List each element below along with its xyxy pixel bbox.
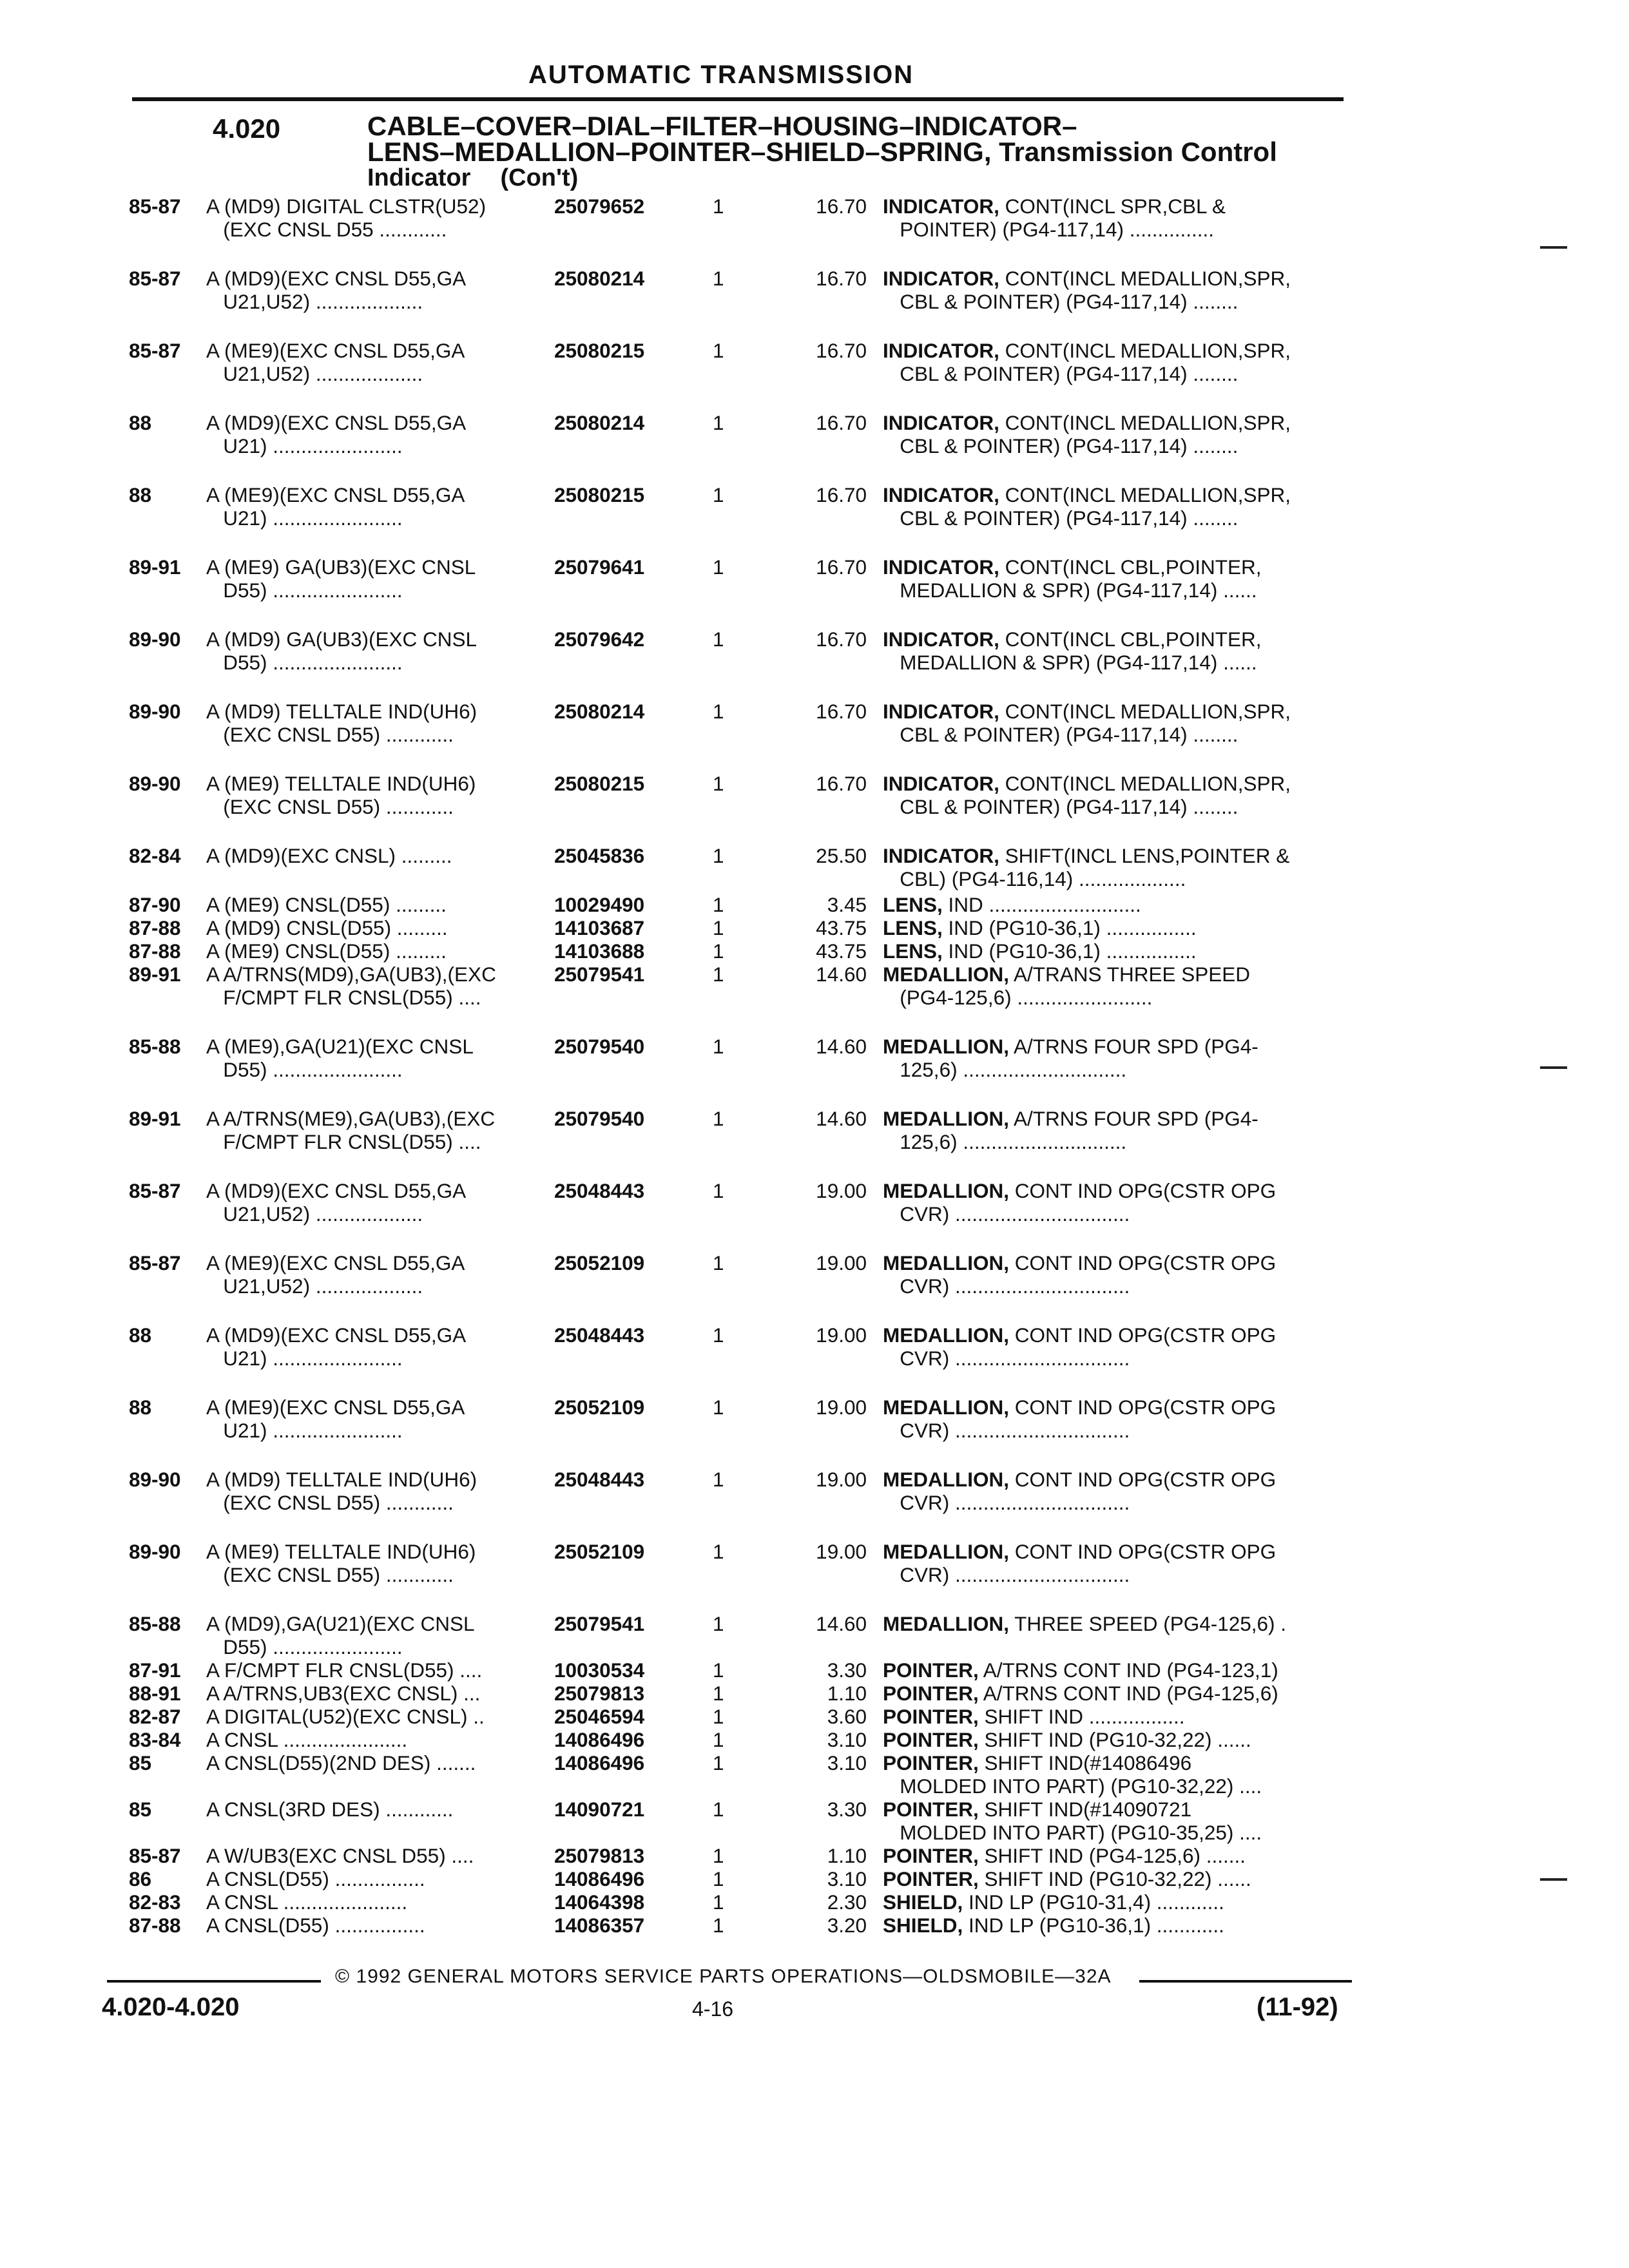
usage-description: A (ME9) CNSL(D55) .........: [206, 939, 447, 963]
part-name-detail: A/TRNS FOUR SPD (PG4- 125,6) .............................: [900, 1107, 1258, 1153]
model-years: 85-88: [129, 1035, 181, 1058]
quantity: 1: [713, 1396, 724, 1419]
quantity: 1: [713, 1658, 724, 1682]
quantity: 1: [713, 411, 724, 434]
model-years: 89-90: [129, 1540, 181, 1563]
part-name-noun: LENS,: [883, 893, 943, 916]
price: 43.75: [816, 916, 867, 939]
part-name-noun: INDICATOR,: [883, 267, 999, 290]
part-name-noun: POINTER,: [883, 1728, 979, 1751]
model-years: 88: [129, 483, 152, 506]
usage-description: A CNSL ......................: [206, 1890, 408, 1914]
part-name-detail: CONT(INCL SPR,CBL & POINTER) (PG4-117,14) ...............: [900, 195, 1226, 241]
price: 3.45: [827, 893, 867, 916]
part-number: 25048443: [554, 1323, 645, 1347]
part-name-detail: SHIFT IND .................: [978, 1705, 1185, 1728]
quantity: 1: [713, 339, 724, 362]
part-number: 25079642: [554, 628, 645, 651]
part-number: 25048443: [554, 1179, 645, 1202]
part-name: [883, 1751, 1347, 1798]
part-number: 25080214: [554, 700, 645, 723]
part-name-noun: LENS,: [883, 939, 943, 963]
part-name-noun: INDICATOR,: [883, 555, 999, 579]
part-name-noun: MEDALLION,: [883, 1468, 1009, 1491]
part-name-detail: CONT(INCL MEDALLION,SPR, CBL & POINTER) (PG4-117,14) ........: [900, 483, 1291, 530]
footer-section-range: 4.020-4.020: [102, 1993, 240, 2021]
footer-rule-right: [1139, 1980, 1352, 1983]
footer-date: (11-92): [1257, 1993, 1338, 2021]
part-name-noun: MEDALLION,: [883, 963, 1009, 986]
part-number: 25079813: [554, 1682, 645, 1705]
part-number: 14086357: [554, 1914, 645, 1937]
part-name: [883, 1682, 1347, 1705]
model-years: 85-87: [129, 1179, 181, 1202]
part-name: [883, 411, 1347, 457]
part-number: 25079540: [554, 1035, 645, 1058]
part-name: [883, 555, 1347, 602]
part-name: [883, 939, 1347, 963]
price: 16.70: [816, 628, 867, 651]
usage-description: A (MD9)(EXC CNSL D55,GA U21) .......................: [206, 411, 467, 457]
usage-description: A (MD9)(EXC CNSL) .........: [206, 844, 452, 867]
price: 16.70: [816, 700, 867, 723]
model-years: 85-87: [129, 339, 181, 362]
part-name-noun: INDICATOR,: [883, 483, 999, 506]
footer-page-number: 4-16: [692, 1997, 734, 2021]
quantity: 1: [713, 1468, 724, 1491]
price: 19.00: [816, 1468, 867, 1491]
part-name-noun: POINTER,: [883, 1867, 979, 1890]
quantity: 1: [713, 893, 724, 916]
quantity: 1: [713, 1890, 724, 1914]
part-name-noun: MEDALLION,: [883, 1323, 1009, 1347]
model-years: 85-87: [129, 267, 181, 290]
model-years: 88: [129, 1323, 152, 1347]
part-name: [883, 1251, 1347, 1298]
quantity: 1: [713, 1035, 724, 1058]
part-name-detail: CONT IND OPG(CSTR OPG CVR) ...............................: [900, 1323, 1277, 1370]
quantity: 1: [713, 1251, 724, 1274]
footer-rule-left: [107, 1980, 321, 1983]
part-name: [883, 916, 1347, 939]
part-number: 10029490: [554, 893, 645, 916]
model-years: 87-90: [129, 893, 181, 916]
part-number: 14090721: [554, 1798, 645, 1821]
part-name: [883, 1728, 1347, 1751]
quantity: 1: [713, 939, 724, 963]
model-years: 85: [129, 1798, 152, 1821]
model-years: 82-87: [129, 1705, 181, 1728]
usage-description: A A/TRNS(ME9),GA(UB3),(EXC F/CMPT FLR CNSL(D55) ....: [206, 1107, 496, 1153]
part-name: [883, 1890, 1347, 1914]
part-name-detail: CONT(INCL MEDALLION,SPR, CBL & POINTER) (PG4-117,14) ........: [900, 339, 1291, 385]
part-name-noun: INDICATOR,: [883, 195, 999, 218]
part-number: 25080215: [554, 339, 645, 362]
part-name: [883, 483, 1347, 530]
price: 43.75: [816, 939, 867, 963]
part-name-noun: INDICATOR,: [883, 411, 999, 434]
model-years: 87-88: [129, 939, 181, 963]
model-years: 82-84: [129, 844, 181, 867]
price: 14.60: [816, 963, 867, 986]
quantity: 1: [713, 1751, 724, 1774]
part-name: [883, 628, 1347, 674]
part-name-detail: IND LP (PG10-36,1) ............: [963, 1914, 1224, 1937]
usage-description: A (MD9)(EXC CNSL D55,GA U21,U52) ...................: [206, 267, 467, 313]
part-name-noun: MEDALLION,: [883, 1107, 1009, 1130]
part-name-noun: POINTER,: [883, 1705, 979, 1728]
model-years: 88: [129, 1396, 152, 1419]
part-name-detail: A/TRANS THREE SPEED (PG4-125,6) ........................: [900, 963, 1251, 1009]
model-years: 87-88: [129, 1914, 181, 1937]
part-number: 25080214: [554, 267, 645, 290]
quantity: 1: [713, 483, 724, 506]
usage-description: A (MD9) TELLTALE IND(UH6) (EXC CNSL D55) ............: [206, 1468, 477, 1514]
usage-description: A CNSL(3RD DES) ............: [206, 1798, 454, 1821]
part-name: [883, 844, 1347, 890]
part-name-noun: INDICATOR,: [883, 628, 999, 651]
usage-description: A (MD9) GA(UB3)(EXC CNSL D55) .......................: [206, 628, 477, 674]
part-name-detail: IND LP (PG10-31,4) ............: [963, 1890, 1224, 1914]
model-years: 89-90: [129, 628, 181, 651]
usage-description: A (ME9) TELLTALE IND(UH6) (EXC CNSL D55) ............: [206, 772, 476, 818]
part-name: [883, 267, 1347, 313]
part-number: 25079541: [554, 1612, 645, 1635]
usage-description: A A/TRNS(MD9),GA(UB3),(EXC F/CMPT FLR CNSL(D55) ....: [206, 963, 496, 1009]
quantity: 1: [713, 1914, 724, 1937]
price: 25.50: [816, 844, 867, 867]
part-name: [883, 339, 1347, 385]
quantity: 1: [713, 963, 724, 986]
part-name-detail: A/TRNS CONT IND (PG4-123,1): [978, 1658, 1278, 1682]
model-years: 87-91: [129, 1658, 181, 1682]
price: 16.70: [816, 555, 867, 579]
model-years: 86: [129, 1867, 152, 1890]
quantity: 1: [713, 1540, 724, 1563]
model-years: 85-88: [129, 1612, 181, 1635]
part-name-detail: SHIFT IND(#14086496 MOLDED INTO PART) (PG10-32,22) ....: [900, 1751, 1262, 1798]
part-number: 25048443: [554, 1468, 645, 1491]
part-name: [883, 1844, 1347, 1867]
price: 3.30: [827, 1798, 867, 1821]
quantity: 1: [713, 267, 724, 290]
usage-description: A DIGITAL(U52)(EXC CNSL) ..: [206, 1705, 485, 1728]
part-name: [883, 1658, 1347, 1682]
part-number: 25079652: [554, 195, 645, 218]
part-name: [883, 1035, 1347, 1081]
part-name-detail: CONT(INCL CBL,POINTER, MEDALLION & SPR) (PG4-117,14) ......: [900, 555, 1262, 602]
part-name-noun: POINTER,: [883, 1682, 979, 1705]
part-name-detail: CONT(INCL CBL,POINTER, MEDALLION & SPR) (PG4-117,14) ......: [900, 628, 1262, 674]
quantity: 1: [713, 1867, 724, 1890]
part-name: [883, 1798, 1347, 1844]
model-years: 89-90: [129, 700, 181, 723]
part-number: 25079540: [554, 1107, 645, 1130]
usage-description: A (MD9) CNSL(D55) .........: [206, 916, 448, 939]
section-title-continued: (Con't): [500, 164, 579, 191]
usage-description: A CNSL(D55) ................: [206, 1914, 425, 1937]
part-name-detail: CONT IND OPG(CSTR OPG CVR) ...............................: [900, 1179, 1277, 1225]
quantity: 1: [713, 1323, 724, 1347]
part-name: [883, 1323, 1347, 1370]
part-number: 10030534: [554, 1658, 645, 1682]
model-years: 85-87: [129, 195, 181, 218]
part-name-noun: POINTER,: [883, 1751, 979, 1774]
part-name-detail: CONT(INCL MEDALLION,SPR, CBL & POINTER) (PG4-117,14) ........: [900, 411, 1291, 457]
part-name-noun: SHIELD,: [883, 1914, 963, 1937]
part-name: [883, 1107, 1347, 1153]
price: 19.00: [816, 1540, 867, 1563]
price: 16.70: [816, 483, 867, 506]
part-name-detail: IND (PG10-36,1) ................: [942, 916, 1197, 939]
part-name-noun: POINTER,: [883, 1658, 979, 1682]
price: 16.70: [816, 339, 867, 362]
model-years: 82-83: [129, 1890, 181, 1914]
part-name-noun: MEDALLION,: [883, 1179, 1009, 1202]
part-name-detail: SHIFT IND (PG10-32,22) ......: [978, 1728, 1251, 1751]
quantity: 1: [713, 628, 724, 651]
usage-description: A CNSL ......................: [206, 1728, 408, 1751]
price: 1.10: [827, 1682, 867, 1705]
part-number: 14086496: [554, 1751, 645, 1774]
quantity: 1: [713, 195, 724, 218]
part-name: [883, 1867, 1347, 1890]
model-years: 89-91: [129, 963, 181, 986]
price: 14.60: [816, 1035, 867, 1058]
part-name: [883, 1914, 1347, 1937]
price: 14.60: [816, 1107, 867, 1130]
price: 3.10: [827, 1751, 867, 1774]
usage-description: A W/UB3(EXC CNSL D55) ....: [206, 1844, 474, 1867]
footer-copyright: © 1992 GENERAL MOTORS SERVICE PARTS OPERATIONS—OLDSMOBILE—32A: [335, 1966, 1112, 1987]
price: 19.00: [816, 1251, 867, 1274]
part-number: 25079813: [554, 1844, 645, 1867]
model-years: 89-91: [129, 1107, 181, 1130]
part-name-noun: INDICATOR,: [883, 700, 999, 723]
usage-description: A CNSL(D55) ................: [206, 1867, 425, 1890]
usage-description: A A/TRNS,UB3(EXC CNSL) ...: [206, 1682, 481, 1705]
part-name-noun: MEDALLION,: [883, 1612, 1009, 1635]
usage-description: A CNSL(D55)(2ND DES) .......: [206, 1751, 476, 1774]
part-name-noun: SHIELD,: [883, 1890, 963, 1914]
price: 19.00: [816, 1396, 867, 1419]
part-name-noun: INDICATOR,: [883, 844, 999, 867]
part-number: 25080214: [554, 411, 645, 434]
model-years: 89-90: [129, 772, 181, 795]
part-name: [883, 963, 1347, 1009]
quantity: 1: [713, 1612, 724, 1635]
model-years: 89-90: [129, 1468, 181, 1491]
quantity: 1: [713, 700, 724, 723]
usage-description: A (MD9) TELLTALE IND(UH6) (EXC CNSL D55) ............: [206, 700, 477, 746]
price: 3.20: [827, 1914, 867, 1937]
part-name-detail: CONT(INCL MEDALLION,SPR, CBL & POINTER) (PG4-117,14) ........: [900, 772, 1291, 818]
part-name: [883, 893, 1347, 916]
part-name-detail: CONT(INCL MEDALLION,SPR, CBL & POINTER) (PG4-117,14) ........: [900, 700, 1291, 746]
part-number: 14103687: [554, 916, 645, 939]
part-number: 25052109: [554, 1251, 645, 1274]
part-number: 14064398: [554, 1890, 645, 1914]
usage-description: A (ME9)(EXC CNSL D55,GA U21) .......................: [206, 483, 465, 530]
part-number: 25080215: [554, 772, 645, 795]
model-years: 88-91: [129, 1682, 181, 1705]
part-name: [883, 1179, 1347, 1225]
part-name-noun: INDICATOR,: [883, 772, 999, 795]
usage-description: A (ME9)(EXC CNSL D55,GA U21,U52) ...................: [206, 1251, 465, 1298]
part-name: [883, 700, 1347, 746]
usage-description: A (ME9)(EXC CNSL D55,GA U21) .......................: [206, 1396, 465, 1442]
part-name: [883, 1705, 1347, 1728]
usage-description: A (ME9) GA(UB3)(EXC CNSL D55) .......................: [206, 555, 476, 602]
part-name-detail: CONT IND OPG(CSTR OPG CVR) ...............................: [900, 1468, 1277, 1514]
quantity: 1: [713, 1705, 724, 1728]
quantity: 1: [713, 1728, 724, 1751]
quantity: 1: [713, 844, 724, 867]
model-years: 85-87: [129, 1251, 181, 1274]
quantity: 1: [713, 1179, 724, 1202]
part-name-detail: A/TRNS CONT IND (PG4-125,6): [978, 1682, 1278, 1705]
model-years: 85: [129, 1751, 152, 1774]
part-name: [883, 772, 1347, 818]
part-name-noun: POINTER,: [883, 1798, 979, 1821]
part-name-noun: MEDALLION,: [883, 1540, 1009, 1563]
model-years: 88: [129, 411, 152, 434]
margin-tick-mark: [1540, 1878, 1567, 1881]
part-name-detail: IND ...........................: [942, 893, 1141, 916]
quantity: 1: [713, 555, 724, 579]
usage-description: A (ME9),GA(U21)(EXC CNSL D55) .......................: [206, 1035, 474, 1081]
part-name-noun: POINTER,: [883, 1844, 979, 1867]
section-title-line1: CABLE–COVER–DIAL–FILTER–HOUSING–INDICATOR–: [367, 111, 1077, 141]
part-name: [883, 1396, 1347, 1442]
usage-description: A (MD9)(EXC CNSL D55,GA U21,U52) ...................: [206, 1179, 467, 1225]
part-name-detail: SHIFT(INCL LENS,POINTER & CBL) (PG4-116,14) ...................: [900, 844, 1290, 890]
part-name-detail: CONT IND OPG(CSTR OPG CVR) ...............................: [900, 1251, 1277, 1298]
part-number: 14086496: [554, 1867, 645, 1890]
part-name: [883, 1540, 1347, 1586]
section-number: 4.020: [213, 113, 281, 144]
price: 16.70: [816, 411, 867, 434]
price: 19.00: [816, 1179, 867, 1202]
section-title-indicator: Indicator: [367, 164, 471, 191]
part-name: [883, 1612, 1347, 1635]
part-name-detail: CONT(INCL MEDALLION,SPR, CBL & POINTER) (PG4-117,14) ........: [900, 267, 1291, 313]
section-title-line2: LENS–MEDALLION–POINTER–SHIELD–SPRING, Transmission Control: [367, 137, 1277, 167]
usage-description: A (MD9) DIGITAL CLSTR(U52) (EXC CNSL D55 ............: [206, 195, 487, 241]
part-name: [883, 195, 1347, 241]
part-name-detail: A/TRNS FOUR SPD (PG4- 125,6) .............................: [900, 1035, 1258, 1081]
usage-description: A (MD9),GA(U21)(EXC CNSL D55) .......................: [206, 1612, 475, 1658]
part-number: 25079641: [554, 555, 645, 579]
price: 1.10: [827, 1844, 867, 1867]
part-number: 25079541: [554, 963, 645, 986]
price: 19.00: [816, 1323, 867, 1347]
price: 3.60: [827, 1705, 867, 1728]
part-number: 14086496: [554, 1728, 645, 1751]
price: 3.10: [827, 1728, 867, 1751]
quantity: 1: [713, 1107, 724, 1130]
quantity: 1: [713, 1844, 724, 1867]
part-name-detail: CONT IND OPG(CSTR OPG CVR) ...............................: [900, 1540, 1277, 1586]
quantity: 1: [713, 772, 724, 795]
part-name-detail: SHIFT IND(#14090721 MOLDED INTO PART) (PG10-35,25) ....: [900, 1798, 1262, 1844]
part-name-noun: MEDALLION,: [883, 1035, 1009, 1058]
price: 3.10: [827, 1867, 867, 1890]
part-number: 25045836: [554, 844, 645, 867]
quantity: 1: [713, 1798, 724, 1821]
part-name: [883, 1468, 1347, 1514]
part-name-noun: MEDALLION,: [883, 1396, 1009, 1419]
usage-description: A (ME9) CNSL(D55) .........: [206, 893, 447, 916]
part-name-detail: SHIFT IND (PG4-125,6) .......: [978, 1844, 1246, 1867]
part-name-noun: MEDALLION,: [883, 1251, 1009, 1274]
usage-description: A F/CMPT FLR CNSL(D55) ....: [206, 1658, 483, 1682]
part-name-noun: LENS,: [883, 916, 943, 939]
part-name-detail: THREE SPEED (PG4-125,6) .: [1008, 1612, 1287, 1635]
quantity: 1: [713, 916, 724, 939]
part-name-noun: INDICATOR,: [883, 339, 999, 362]
model-years: 83-84: [129, 1728, 181, 1751]
part-number: 25046594: [554, 1705, 645, 1728]
price: 3.30: [827, 1658, 867, 1682]
price: 16.70: [816, 772, 867, 795]
part-name-detail: CONT IND OPG(CSTR OPG CVR) ...............................: [900, 1396, 1277, 1442]
usage-description: A (MD9)(EXC CNSL D55,GA U21) .......................: [206, 1323, 467, 1370]
model-years: 87-88: [129, 916, 181, 939]
quantity: 1: [713, 1682, 724, 1705]
part-number: 25052109: [554, 1540, 645, 1563]
part-name-detail: SHIFT IND (PG10-32,22) ......: [978, 1867, 1251, 1890]
part-name-detail: IND (PG10-36,1) ................: [942, 939, 1197, 963]
price: 16.70: [816, 195, 867, 218]
model-years: 89-91: [129, 555, 181, 579]
model-years: 85-87: [129, 1844, 181, 1867]
usage-description: A (ME9)(EXC CNSL D55,GA U21,U52) ...................: [206, 339, 465, 385]
price: 16.70: [816, 267, 867, 290]
price: 2.30: [827, 1890, 867, 1914]
price: 14.60: [816, 1612, 867, 1635]
usage-description: A (ME9) TELLTALE IND(UH6) (EXC CNSL D55) ............: [206, 1540, 476, 1586]
page-header-title: AUTOMATIC TRANSMISSION: [528, 61, 914, 89]
part-number: 14103688: [554, 939, 645, 963]
margin-tick-mark: [1540, 246, 1567, 249]
margin-tick-mark: [1540, 1066, 1567, 1069]
part-number: 25052109: [554, 1396, 645, 1419]
part-number: 25080215: [554, 483, 645, 506]
